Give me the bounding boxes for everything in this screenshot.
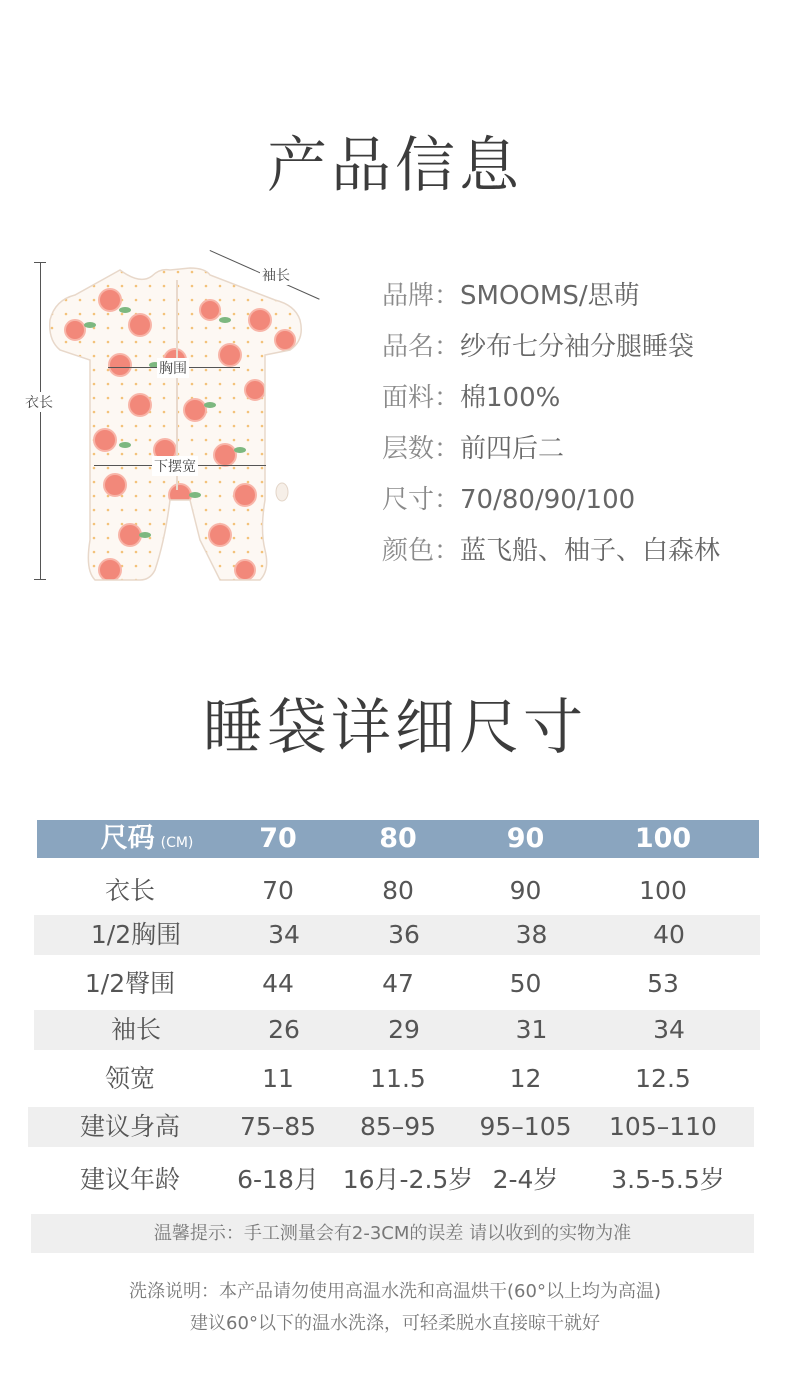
header-size-70: 70	[259, 823, 297, 854]
info-row-colors: 颜色：蓝飞船、柚子、白森林	[382, 536, 721, 566]
table-row: 1/2胸围 34 36 38 40	[34, 915, 760, 955]
wash-instructions-line-1: 洗涤说明：本产品请勿使用高温水洗和高温烘干(60°以上均为高温)	[129, 1281, 661, 1302]
table-row: 建议身高 75–85 85–95 95–105 105–110	[28, 1107, 754, 1147]
product-image	[20, 240, 350, 590]
table-row: 领宽 11 11.5 12 12.5	[104, 1064, 691, 1093]
chest-label: 胸围	[157, 358, 189, 378]
sleepsuit-illustration	[20, 240, 350, 590]
header-size-100: 100	[634, 823, 692, 854]
header-size-80: 80	[379, 823, 417, 854]
table-row: 1/2臀围 44 47 50 53	[84, 969, 679, 998]
section-title-product-info: 产品信息	[267, 131, 523, 201]
info-row-layers: 层数：前四后二	[382, 434, 565, 464]
table-row: 袖长 26 29 31 34	[34, 1010, 760, 1050]
wash-instructions-line-2: 建议60°以下的温水洗涤，可轻柔脱水直接晾干就好	[190, 1313, 600, 1334]
info-row-fabric: 面料：棉100%	[382, 383, 561, 413]
product-info-list	[382, 276, 720, 582]
sleeve-label: 袖长	[260, 265, 292, 285]
table-header	[37, 820, 759, 858]
measurement-tip: 温馨提示：手工测量会有2-3CM的误差 请以收到的实物为准	[31, 1214, 754, 1253]
hem-label: 下摆宽	[152, 456, 198, 476]
table-row: 衣长 70 80 90 100	[104, 876, 687, 905]
section-title-size-details: 睡袋详细尺寸	[203, 693, 587, 763]
info-row-sizes: 尺寸：70/80/90/100	[382, 485, 636, 515]
header-size-label: 尺码 (CM)	[100, 823, 194, 854]
length-dimension-cap-bottom	[34, 579, 46, 580]
length-dimension-line	[40, 262, 41, 580]
table-row: 建议年龄 6-18月 16月-2.5岁 2-4岁 3.5-5.5岁	[79, 1165, 725, 1194]
info-row-name: 品名：纱布七分袖分腿睡袋	[382, 332, 695, 362]
length-label: 衣长	[23, 392, 55, 412]
header-size-90: 90	[506, 823, 545, 854]
length-dimension-cap-top	[34, 262, 46, 263]
info-row-brand: 品牌：SMOOMS/思萌	[382, 281, 640, 311]
